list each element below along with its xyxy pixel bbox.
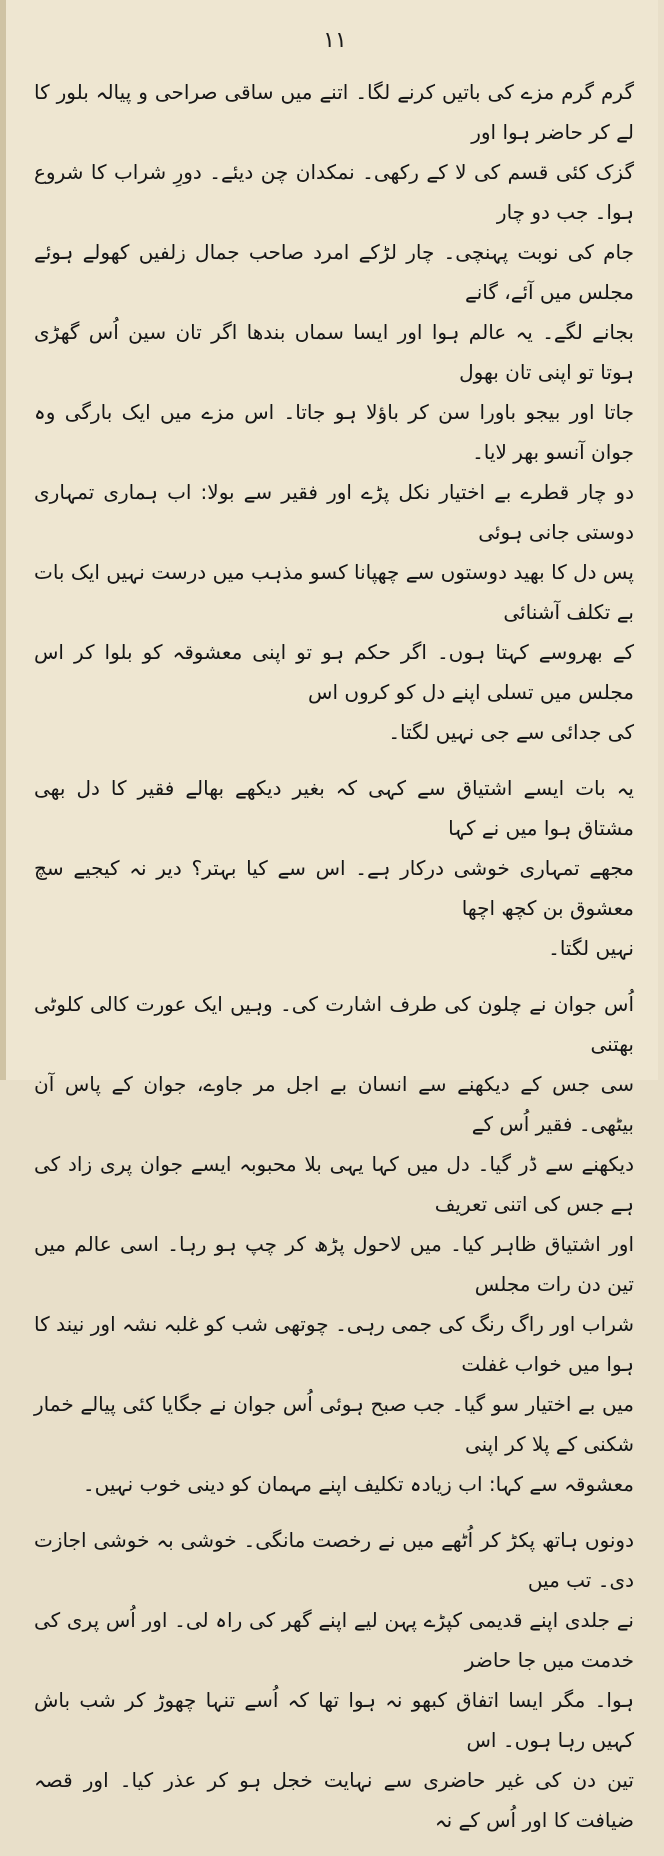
- paragraph-3: [34, 984, 634, 1504]
- text-line: شراب اور راگ رنگ کی جمی رہی۔ چوتھی شب کو غلبہ نشہ اور نیند کا ہوا میں خواب غفلت: [34, 1312, 634, 1376]
- text-line: یہ بات ایسے اشتیاق سے کہی کہ بغیر دیکھے بھالے فقیر کا دل بھی مشتاق ہوا میں نے کہا: [34, 776, 634, 840]
- text-line: اور اشتیاق ظاہر کیا۔ میں لاحول پڑھ کر چپ ہو رہا۔ اسی عالم میں تین دن رات مجلس: [34, 1232, 634, 1296]
- text-line: اُس جوان نے چلون کی طرف اشارت کی۔ وہیں ایک عورت کالی کلوٹی بھتنی: [34, 992, 634, 1056]
- text-line: جاتا اور بیجو باورا سن کر باؤلا ہو جاتا۔ اس مزے میں ایک بارگی وہ جوان آنسو بھر لایا۔: [34, 400, 634, 464]
- text-line: تین دن کی غیر حاضری سے نہایت خجل ہو کر عذر کیا۔ اور قصہ ضیافت کا اور اُس کے نہ: [34, 1768, 634, 1832]
- text-line: دو چار قطرے بے اختیار نکل پڑے اور فقیر سے بولا: اب ہماری تمہاری دوستی جانی ہوئی: [34, 480, 634, 544]
- page-number: ۱۱: [323, 28, 347, 53]
- text-line: ہوا۔ مگر ایسا اتفاق کبھو نہ ہوا تھا کہ اُسے تنہا چھوڑ کر شب باش کہیں رہا ہوں۔ اس: [34, 1688, 634, 1752]
- paragraph-4: [34, 1520, 634, 1840]
- text-line: جام کی نوبت پہنچی۔ چار لڑکے امرد صاحب جمال زلفیں کھولے ہوئے مجلس میں آئے، گانے: [34, 240, 634, 304]
- text-line: کی جدائی سے جی نہیں لگتا۔: [388, 720, 634, 744]
- text-line: معشوقہ سے کہا: اب زیادہ تکلیف اپنے مہمان کو دینی خوب نہیں۔: [82, 1472, 634, 1496]
- text-line: کے بھروسے کہتا ہوں۔ اگر حکم ہو تو اپنی معشوقہ کو بلوا کر اس مجلس میں تسلی اپنے دل کو کروں اس: [34, 640, 634, 704]
- page-body-text: [34, 72, 634, 1856]
- text-line: میں بے اختیار سو گیا۔ جب صبح ہوئی اُس جوان نے جگایا کئی پیالے خمار شکنی کے پلا کر اپنی: [34, 1392, 634, 1456]
- text-line: بجانے لگے۔ یہ عالم ہوا اور ایسا سماں بندھا اگر تان سین اُس گھڑی ہوتا تو اپنی تان بھول: [34, 320, 634, 384]
- text-line: سی جس کے دیکھنے سے انسان بے اجل مر جاوے، جوان کے پاس آن بیٹھی۔ فقیر اُس کے: [34, 1072, 634, 1136]
- text-line: دونوں ہاتھ پکڑ کر اُٹھے میں نے رخصت مانگی۔ خوشی بہ خوشی اجازت دی۔ تب میں: [34, 1528, 634, 1592]
- text-line: پس دل کا بھید دوستوں سے چھپانا کسو مذہب میں درست نہیں ایک بات بے تکلف آشنائی: [34, 560, 634, 624]
- text-line: گرم گرم مزے کی باتیں کرنے لگا۔ اتنے میں ساقی صراحی و پیالہ بلور کا لے کر حاضر ہوا اور: [34, 80, 634, 144]
- text-line: گزک کئی قسم کی لا کے رکھی۔ نمکدان چن دیئے۔ دورِ شراب کا شروع ہوا۔ جب دو چار: [34, 160, 634, 224]
- text-line: دیکھنے سے ڈر گیا۔ دل میں کہا یہی بلا محبوبہ ایسے جوان پری زاد کی ہے جس کی اتنی تعریف: [34, 1152, 634, 1216]
- text-line: نے جلدی اپنے قدیمی کپڑے پہن لیے اپنے گھر کی راہ لی۔ اور اُس پری کی خدمت میں جا حاضر: [34, 1608, 634, 1672]
- paragraph-1: [34, 72, 634, 752]
- text-line: نہیں لگتا۔: [548, 936, 634, 960]
- text-line: مجھے تمہاری خوشی درکار ہے۔ اس سے کیا بہتر؟ دیر نہ کیجیے سچ معشوق بن کچھ اچھا: [34, 856, 634, 920]
- paragraph-2: [34, 768, 634, 968]
